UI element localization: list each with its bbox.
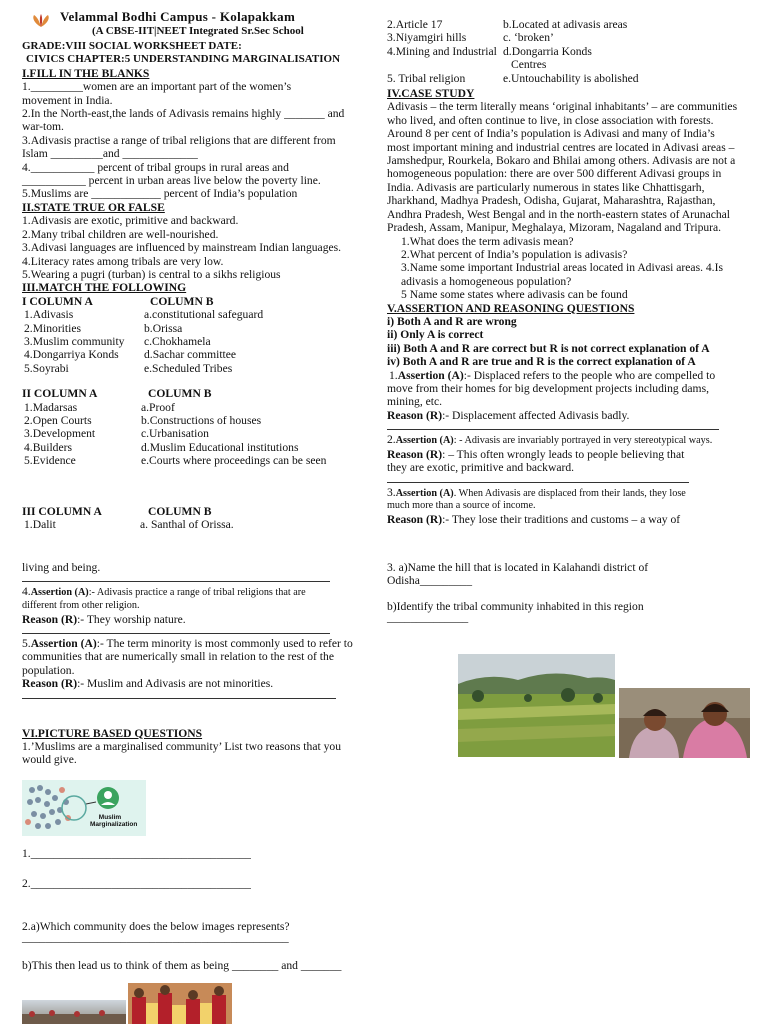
match-row (22, 348, 362, 361)
case-study-line: Around 8 per cent of India’s population is Adivasi and many of India’s (387, 127, 715, 141)
true-false-line: 5.Wearing a pugri (turban) is central to a sikhs religious (22, 267, 281, 281)
match-left-item: 4.Builders (24, 440, 72, 454)
pic-q2a: 2.a)Which community does the below images represents? (22, 919, 290, 933)
match-left-item: 3.Development (24, 427, 96, 441)
right-column: 2.Article 17 b.Located at adivasis areas 3.Niyamgiri hills c. ‘broken’ 4.Mining and Industrial d.Dongarria Konds Centres 5. Tribal religion e.Untouchability is abolished IV.CASE STUDY Adivasis – the term literally means ‘original inhabitants’ – are communities who lived, and often continue to live, in close association with forests. Around 8 per cent of India’s population is Adivasi and many of India’s most important mining and industrial centres are located in Adivasi areas – Jamshedpur, Rourkela, Bokaro and Bhilai among others. Adivasis are not a homogeneous population: there are over 500 different Adivasi groups in India. Adivasis are particularly numerous in states like Chhattisgarh, Jharkhand, Madhya Pradesh, Odisha, Gujarat, Maharashtra, Rajasthan, Andhra Pradesh, West Bengal and in the north-eastern states of Arunachal Pradesh, Assam, Manipur, Meghalaya, Mizoram, Nagaland and Tripura. 1.What does the term adivasis mean? 2.What percent of India’s population is adivasis? 3.Name some important Industrial areas located in Adivasi areas. 4.Is adivasis a homogeneous population? 5 Name some states where adivasis can be found V.ASSERTION AND REASONING QUESTIONS i) Both A and R are wrong ii) Only A is correct iii) Both A and R are correct but R is not correct explanation of A iv) Both A and R are true and R is the correct explanation of A 1.Assertion (A):- Displaced refers to the people who are compelled to move from their homes for big development projects including dams, mining, etc. Reason (R):- Displacement affected Adivasis badly. 2.Assertion (A): - Adivasis are invariably portrayed in very stereotypical ways. Reason (R): – This often wrongly leads to people believing that they are exotic, primitive and backward. 3.Assertion (A). When Adivasis are displaced from their lands, they lose much more than a source of income. Reason (R):- They lose their traditions and customs – a way of (387, 18, 752, 526)
match-row (22, 335, 362, 348)
q1-assertion-1: :- Displaced refers to the people who are compelled to (463, 368, 716, 382)
match-left-item: 4.Mining and Industrial (387, 44, 497, 58)
true-false-line: 4.Literacy rates among tribals are very low. (22, 254, 224, 268)
case-study-question: adivasis a homogeneous population? (401, 274, 572, 288)
match-row (22, 308, 362, 321)
match-left-item: 5.Soyrabi (24, 361, 69, 375)
q4-assertion-2: different from other religion. (22, 600, 140, 611)
case-study-line: Adivasis – the term literally means ‘original inhabitants’ – are communities (387, 100, 738, 114)
q2-reason-2: they are exotic, primitive and backward. (387, 461, 575, 475)
q1-assertion-3: mining, etc. (387, 395, 443, 409)
q3-reason-continued: living and being. (22, 561, 101, 574)
case-study-line: Pradesh, Assam, Manipur, Meghalaya, Mizoram, Nagaland and Tripura. (387, 221, 722, 235)
match-row (22, 401, 362, 414)
left-lower: living and being. 4.Assertion (A):- Adivasis practice a range of tribal religions that are different from other religion. Reason (R):- They worship nature. 5.Assertion (A):- The term minority is most commonly used to refer to communities that are numerically small in relation to the rest of the population. Reason (R):- Muslim and Adivasis are not minorities. VI.PICTURE BASED QUESTIONS 1.’Muslims are a marginalised community’ List two reasons that you would give. (22, 561, 362, 767)
match-right-item: a. Santhal of Orissa. (140, 518, 234, 532)
match-left-item: 1.Adivasis (24, 308, 74, 322)
match-right-item: b.Orissa (144, 321, 183, 335)
pic-q3b: b)Identify the tribal community inhabited in this region (387, 599, 644, 613)
q2-assertion: : - Adivasis are invariably portrayed in very stereotypical ways. (453, 435, 713, 447)
pic-blank-1: 1.______________________________________ (22, 847, 251, 860)
assertion-heading: V.ASSERTION AND REASONING QUESTIONS (387, 301, 635, 315)
school-name: Velammal Bodhi Campus - Kolapakkam (60, 9, 296, 24)
fill-blank-line: 2.In the North-east,the lands of Adivasis remains highly _______ and (22, 107, 345, 121)
q3-assertion-1: . When Adivasis are displaced from their lands, they lose (453, 487, 686, 499)
fill-blank-line: war-tom. (22, 120, 64, 134)
pic-q1-line1: 1.’Muslims are a marginalised community’ List two reasons that you (22, 740, 341, 754)
chapter-line: CIVICS CHAPTER:5 UNDERSTANDING MARGINALISATION (26, 53, 341, 66)
pic-q2a-line: ______________________________________________ (22, 931, 289, 945)
case-study-line: Andhra Pradesh, West Bengal and in the north-eastern states of Arunachal (387, 207, 731, 221)
case-study-line: most important mining and industrial centres are located in Adivasi areas – (387, 140, 735, 154)
assertion-options (387, 315, 752, 369)
pic-q2b: b)This then lead us to think of them as being ________ and _______ (22, 958, 342, 972)
match-left-item: 2.Article 17 (387, 18, 443, 31)
match-row (22, 518, 362, 531)
match-row (22, 414, 362, 427)
tribal-gathering-image-1 (22, 1000, 126, 1024)
match-right-item: c. ‘broken’ (503, 31, 554, 45)
case-study-line: India. Adivasis are particularly numerous in states like Chhattisgarh, (387, 180, 705, 194)
match-right-item: e.Untouchability is abolished (503, 71, 639, 85)
match-set1-header: I COLUMN A COLUMN B (22, 294, 214, 308)
assertion-option: ii) Only A is correct (387, 328, 484, 342)
pic-q3a-2: Odisha_________ (387, 574, 473, 588)
match-set1-rows (22, 308, 362, 375)
match-left-item: 2.Minorities (24, 321, 82, 335)
match-row (387, 45, 752, 58)
case-study-line: Jharkhand, Madhya Pradesh, Odisha, Gujarat, Maharashtra, Rajasthan, (387, 194, 716, 208)
pic-q3b-line: ______________ (387, 611, 469, 625)
match-row (387, 18, 752, 31)
match-right-item: d.Sachar committee (144, 348, 237, 362)
match-row (22, 322, 362, 335)
assertion-option: i) Both A and R are wrong (387, 314, 517, 328)
tribal-gathering-image-2 (128, 983, 232, 1024)
match-set3 (22, 505, 362, 532)
match-set3-right-rows (387, 18, 752, 85)
match-right-item: Centres (511, 58, 547, 72)
case-study-questions (387, 235, 752, 302)
q5-assertion-3: population. (22, 663, 75, 677)
fill-blanks-list (22, 80, 362, 201)
match-set3-rows (22, 518, 362, 531)
assertion-option: iv) Both A and R are true and R is the correct explanation of A (387, 355, 696, 369)
match-right-item: b.Constructions of houses (141, 413, 262, 427)
fill-blank-line: Islam _________and _____________ (22, 147, 198, 161)
q5-assertion-2: communities that are numerically small in relation to the rest of the (22, 650, 334, 664)
match-row (387, 58, 752, 71)
match-left-item: 5.Evidence (24, 454, 76, 468)
match-right-item: c.Urbanisation (141, 427, 209, 441)
niyamgiri-hills-image (458, 654, 615, 757)
true-false-line: 1.Adivasis are exotic, primitive and backward. (22, 214, 239, 228)
match-right-item: d.Muslim Educational institutions (141, 440, 299, 454)
case-study-paragraph (387, 100, 752, 234)
match-set2-header: II COLUMN A COLUMN B (22, 387, 212, 401)
case-study-line: homogeneous population: there are over 500 different Adivasi groups in (387, 167, 722, 181)
muslim-marginalization-image (22, 780, 146, 836)
match-row (387, 31, 752, 44)
case-study-line: who lived, and often continue to live, in close association with forests. (387, 113, 714, 127)
q3-assertion-2: much more than a source of income. (387, 500, 536, 512)
case-study-heading: IV.CASE STUDY (387, 87, 475, 101)
q4-assertion-1: :- Adivasis practice a range of tribal religions that are (88, 587, 306, 599)
match-right-item: c.Chokhamela (144, 334, 211, 348)
match-left-item: 3.Niyamgiri hills (387, 31, 467, 45)
fill-blank-line: 3.Adivasis practise a range of tribal religions that are different from (22, 133, 336, 147)
fill-blank-line: ___________ percent in urban areas live below the poverty line. (22, 174, 321, 188)
left-column (22, 40, 362, 468)
left-bottom (22, 847, 362, 972)
q5-assertion-1: :- The term minority is most commonly used to refer to (96, 637, 353, 650)
right-picture-questions (387, 561, 752, 625)
true-false-heading: II.STATE TRUE OR FALSE (22, 200, 165, 214)
pic-blank-2: 2.______________________________________ (22, 877, 251, 891)
picture-heading: VI.PICTURE BASED QUESTIONS (22, 726, 203, 740)
q1-reason: :- Displacement affected Adivasis badly. (442, 408, 630, 422)
match-row (22, 454, 362, 467)
match-right-item: e.Courts where proceedings can be seen (141, 454, 327, 468)
pic-q3a-1: 3. a)Name the hill that is located in Kalahandi district of (387, 561, 649, 574)
grade-line: GRADE:VIII SOCIAL WORKSHEET DATE: (22, 40, 242, 52)
match-row (22, 362, 362, 375)
fill-blank-line: 5.Muslims are ____________ percent of India’s population (22, 187, 298, 201)
assertion-label: Assertion (A) (30, 587, 89, 599)
match-row (22, 441, 362, 454)
true-false-line: 2.Many tribal children are well-nourished. (22, 227, 219, 241)
match-left-item: 3.Muslim community (24, 334, 125, 348)
match-right-item: a.Proof (141, 400, 175, 414)
school-logo-icon (30, 13, 52, 29)
match-right-item: d.Dongarria Konds (503, 44, 592, 58)
q3-reason: :- They lose their traditions and customs – a way of (442, 512, 681, 526)
match-set2-rows (22, 401, 362, 468)
fill-blank-line: 4.___________ percent of tribal groups in rural areas and (22, 160, 289, 174)
pic-q1-line2: would give. (22, 753, 77, 767)
fill-blanks-heading: I.FILL IN THE BLANKS (22, 66, 150, 80)
match-row (22, 427, 362, 440)
case-study-question: 2.What percent of India’s population is adivasis? (401, 247, 628, 261)
match-row (387, 72, 752, 85)
match-left-item: 5. Tribal religion (387, 71, 466, 85)
true-false-list (22, 214, 362, 281)
q5-reason: :- Muslim and Adivasis are not minorities. (77, 677, 274, 691)
case-study-question: 1.What does the term adivasis mean? (401, 234, 574, 248)
muslim-marginalization-caption: Muslim Marginalization (90, 814, 138, 828)
fill-blank-line: 1._________women are an important part of the women’s (22, 80, 292, 94)
fill-blank-line: movement in India. (22, 93, 113, 107)
case-study-question: 3.Name some important Industrial areas located in Adivasi areas. 4.Is (401, 261, 723, 275)
case-study-line: Jamshedpur, Rourkela, Bokaro and Bhilai among others. Adivasis are not a (387, 154, 736, 168)
match-left-item: 2.Open Courts (24, 413, 92, 427)
q2-reason-1: : – This often wrongly leads to people believing that (442, 447, 685, 461)
match-left-item: 1.Dalit (24, 518, 56, 532)
match-left-item: 4.Dongarriya Konds (24, 348, 119, 362)
match-right-item: e.Scheduled Tribes (144, 361, 233, 375)
match-right-item: b.Located at adivasis areas (503, 18, 628, 31)
true-false-line: 3.Adivasi languages are influenced by mainstream Indian languages. (22, 241, 342, 255)
case-study-question: 5 Name some states where adivasis can be found (401, 288, 628, 302)
match-right-item: a.constitutional safeguard (144, 308, 264, 322)
match-left-item: 1.Madarsas (24, 400, 78, 414)
q4-reason: :- They worship nature. (77, 612, 186, 626)
match-heading: III.MATCH THE FOLLOWING (22, 281, 187, 295)
match-set3-header: III COLUMN A COLUMN B (22, 505, 212, 518)
tribal-women-image (619, 688, 750, 758)
school-subtitle: (A CBSE-IIT|NEET Integrated Sr.Sec School (92, 25, 304, 37)
q1-assertion-2: move from their homes for big development projects including dams, (387, 381, 709, 395)
assertion-option: iii) Both A and R are correct but R is not correct explanation of A (387, 341, 710, 355)
match-left-item (387, 58, 503, 71)
